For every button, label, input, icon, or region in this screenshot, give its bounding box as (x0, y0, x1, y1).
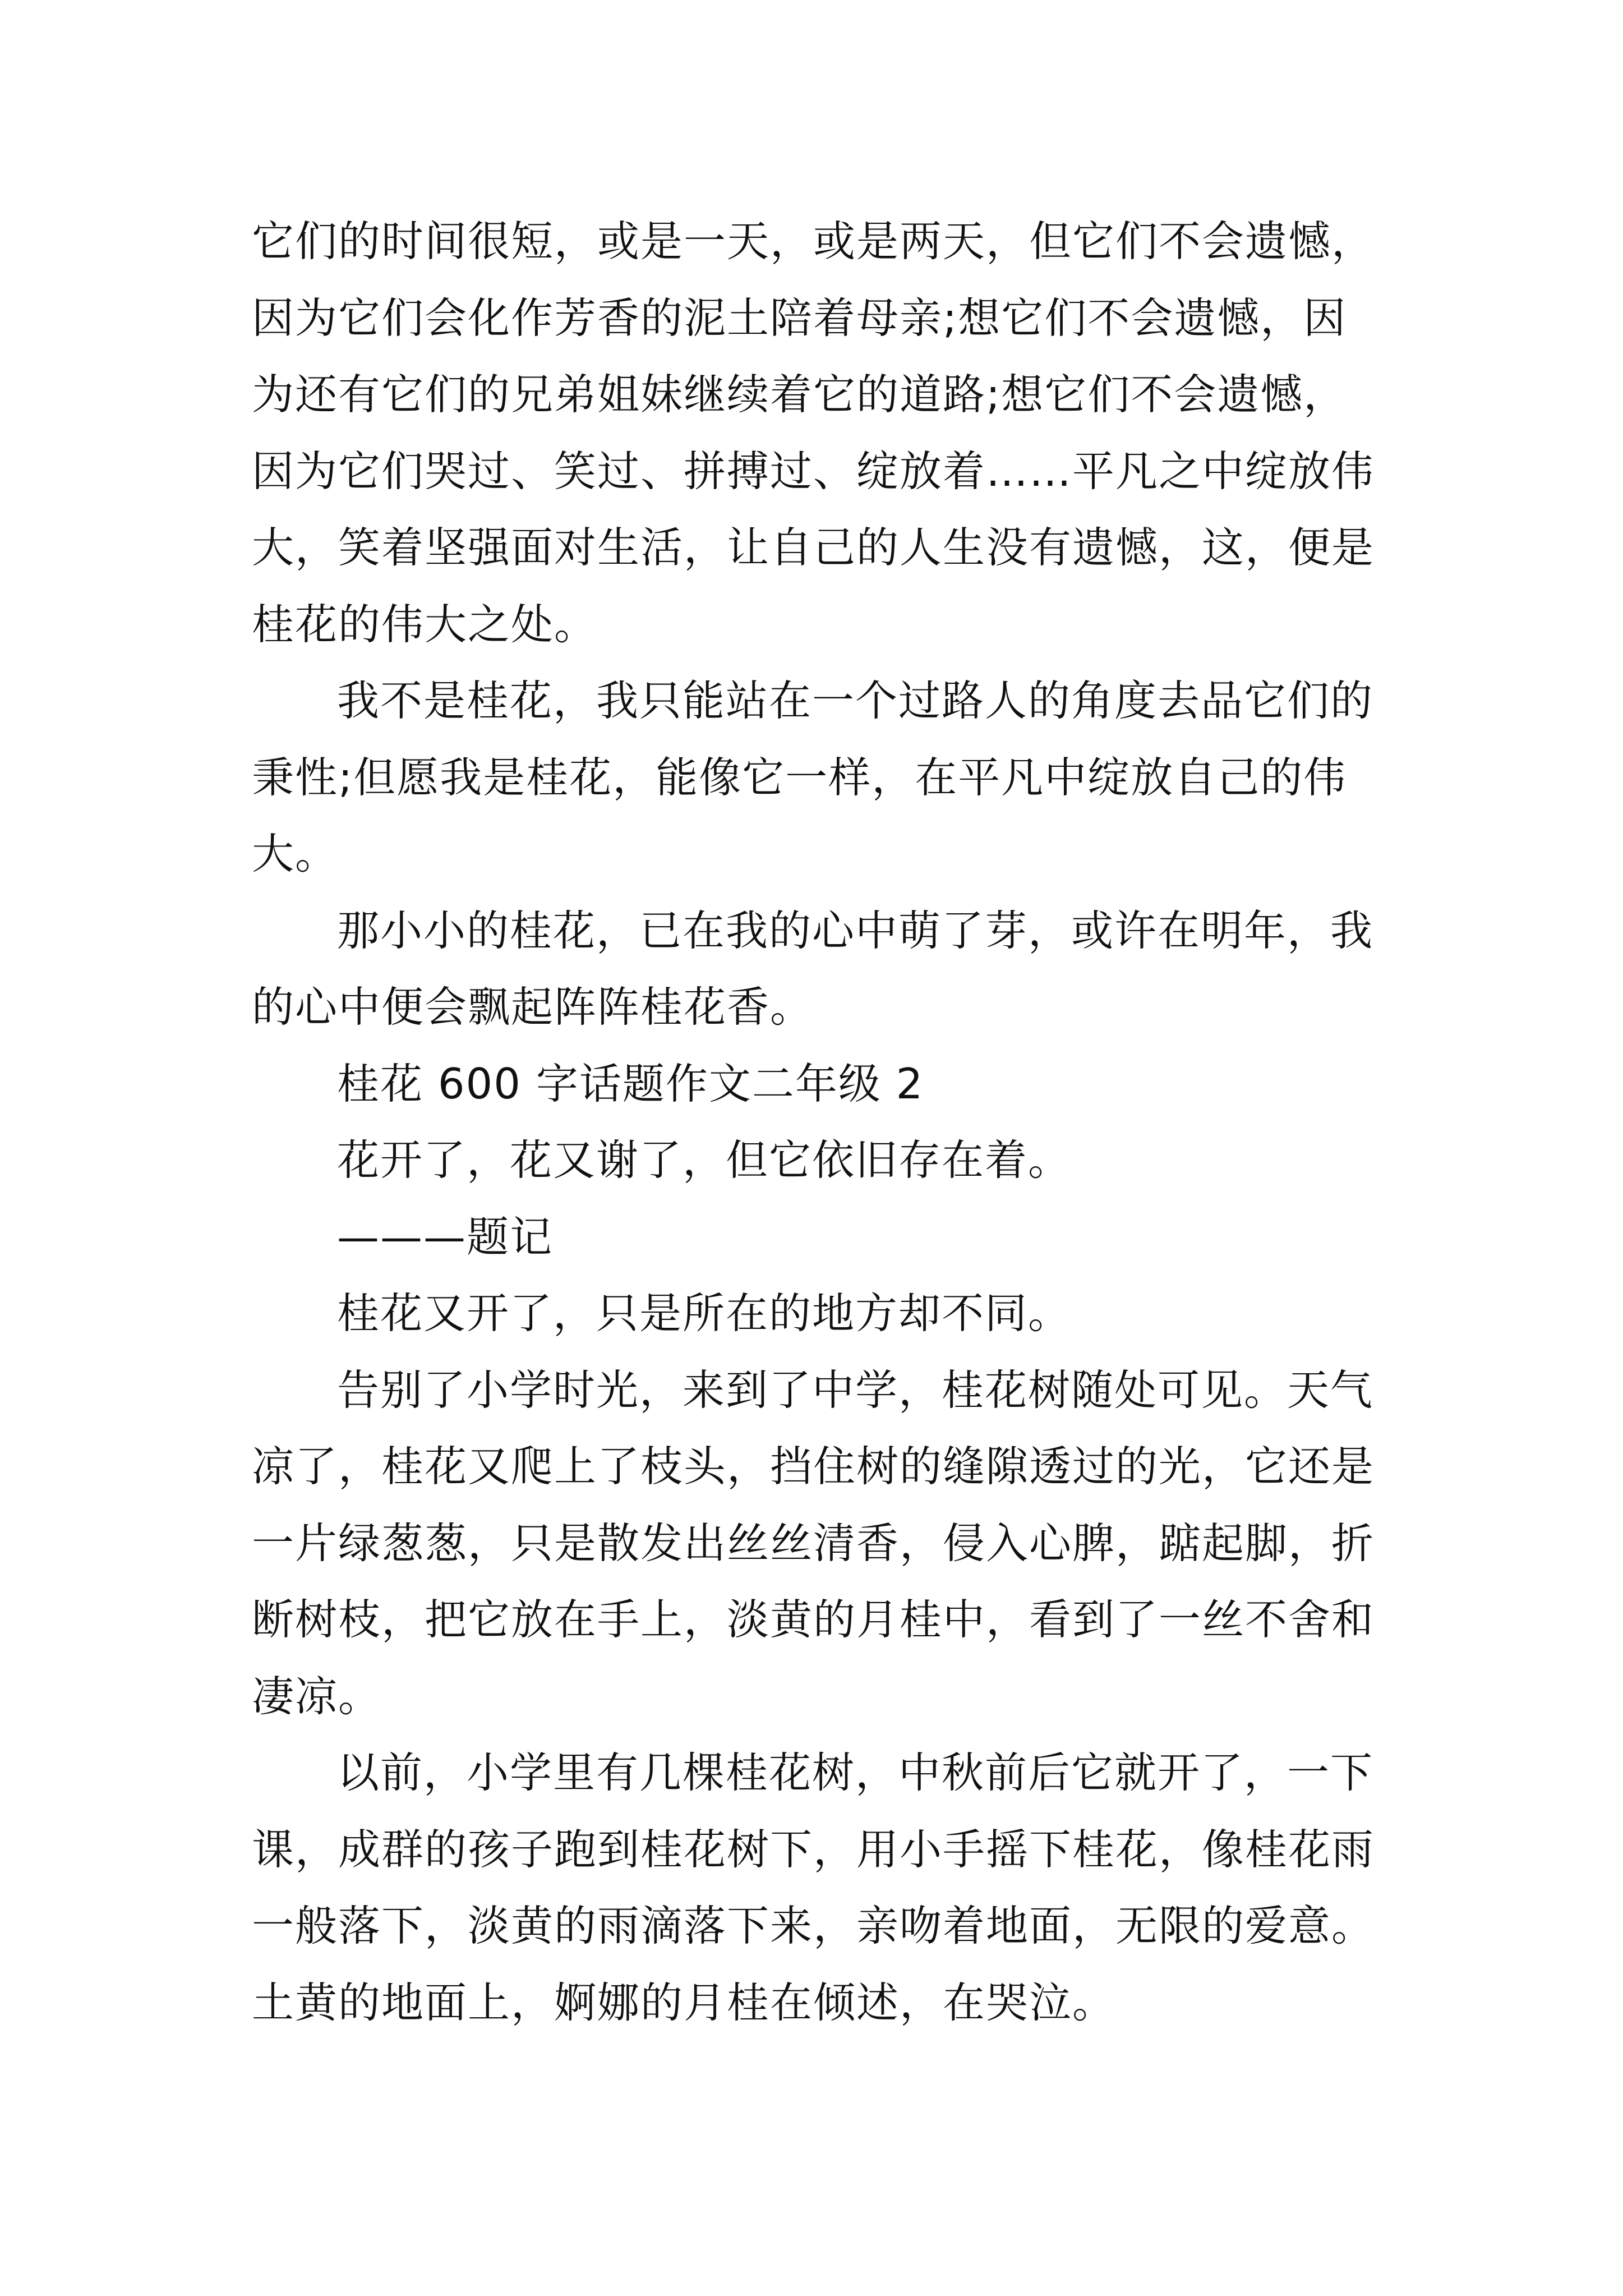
text-line: ———题记 (337, 1212, 554, 1262)
text-line: 以前，小学里有几棵桂花树，中秋前后它就开了，一下 (337, 1748, 1374, 1797)
text-line: 花开了，花又谢了，但它依旧存在着。 (337, 1135, 1072, 1185)
text-line: 为还有它们的兄弟姐妹继续着它的道路;想它们不会遗憾， (252, 370, 1347, 419)
text-line: 一般落下，淡黄的雨滴落下来，亲吻着地面，无限的爱意。 (252, 1901, 1375, 1950)
text-line: 断树枝，把它放在手上，淡黄的月桂中，看到了一丝不舍和 (252, 1595, 1375, 1644)
text-line: 课，成群的孩子跑到桂花树下，用小手摇下桂花，像桂花雨 (252, 1824, 1375, 1874)
text-line: 那小小的桂花，已在我的心中萌了芽，或许在明年，我 (337, 905, 1374, 955)
document-body (252, 203, 1396, 2041)
text-line: 土黄的地面上，婀娜的月桂在倾述，在哭泣。 (252, 1977, 1116, 2027)
text-line: 告别了小学时光，来到了中学，桂花树随处可见。天气 (337, 1365, 1374, 1415)
text-line: 它们的时间很短，或是一天，或是两天，但它们不会遗憾， (252, 217, 1375, 266)
text-line: 桂花 600 字话题作文二年级 2 (337, 1059, 924, 1108)
text-line: 桂花又开了，只是所在的地方却不同。 (337, 1289, 1072, 1338)
text-line: 因为它们会化作芳香的泥土陪着母亲;想它们不会遗憾，因 (252, 293, 1347, 343)
text-line: 的心中便会飘起阵阵桂花香。 (252, 982, 814, 1032)
text-line: 我不是桂花，我只能站在一个过路人的角度去品它们的 (337, 676, 1374, 725)
text-line: 秉性;但愿我是桂花，能像它一样，在平凡中绽放自己的伟 (252, 752, 1347, 802)
text-line: 凉了，桂花又爬上了枝头，挡住树的缝隙透过的光，它还是 (252, 1442, 1375, 1491)
text-line: 一片绿葱葱，只是散发出丝丝清香，侵入心脾，踮起脚，折 (252, 1518, 1375, 1568)
text-line: 因为它们哭过、笑过、拼搏过、绽放着……平凡之中绽放伟 (252, 446, 1375, 496)
text-line: 大，笑着坚强面对生活，让自己的人生没有遗憾，这，便是 (252, 523, 1375, 572)
text-line: 大。 (252, 829, 339, 878)
text-line: 桂花的伟大之处。 (252, 599, 598, 649)
text-line: 凄凉。 (252, 1671, 382, 1721)
